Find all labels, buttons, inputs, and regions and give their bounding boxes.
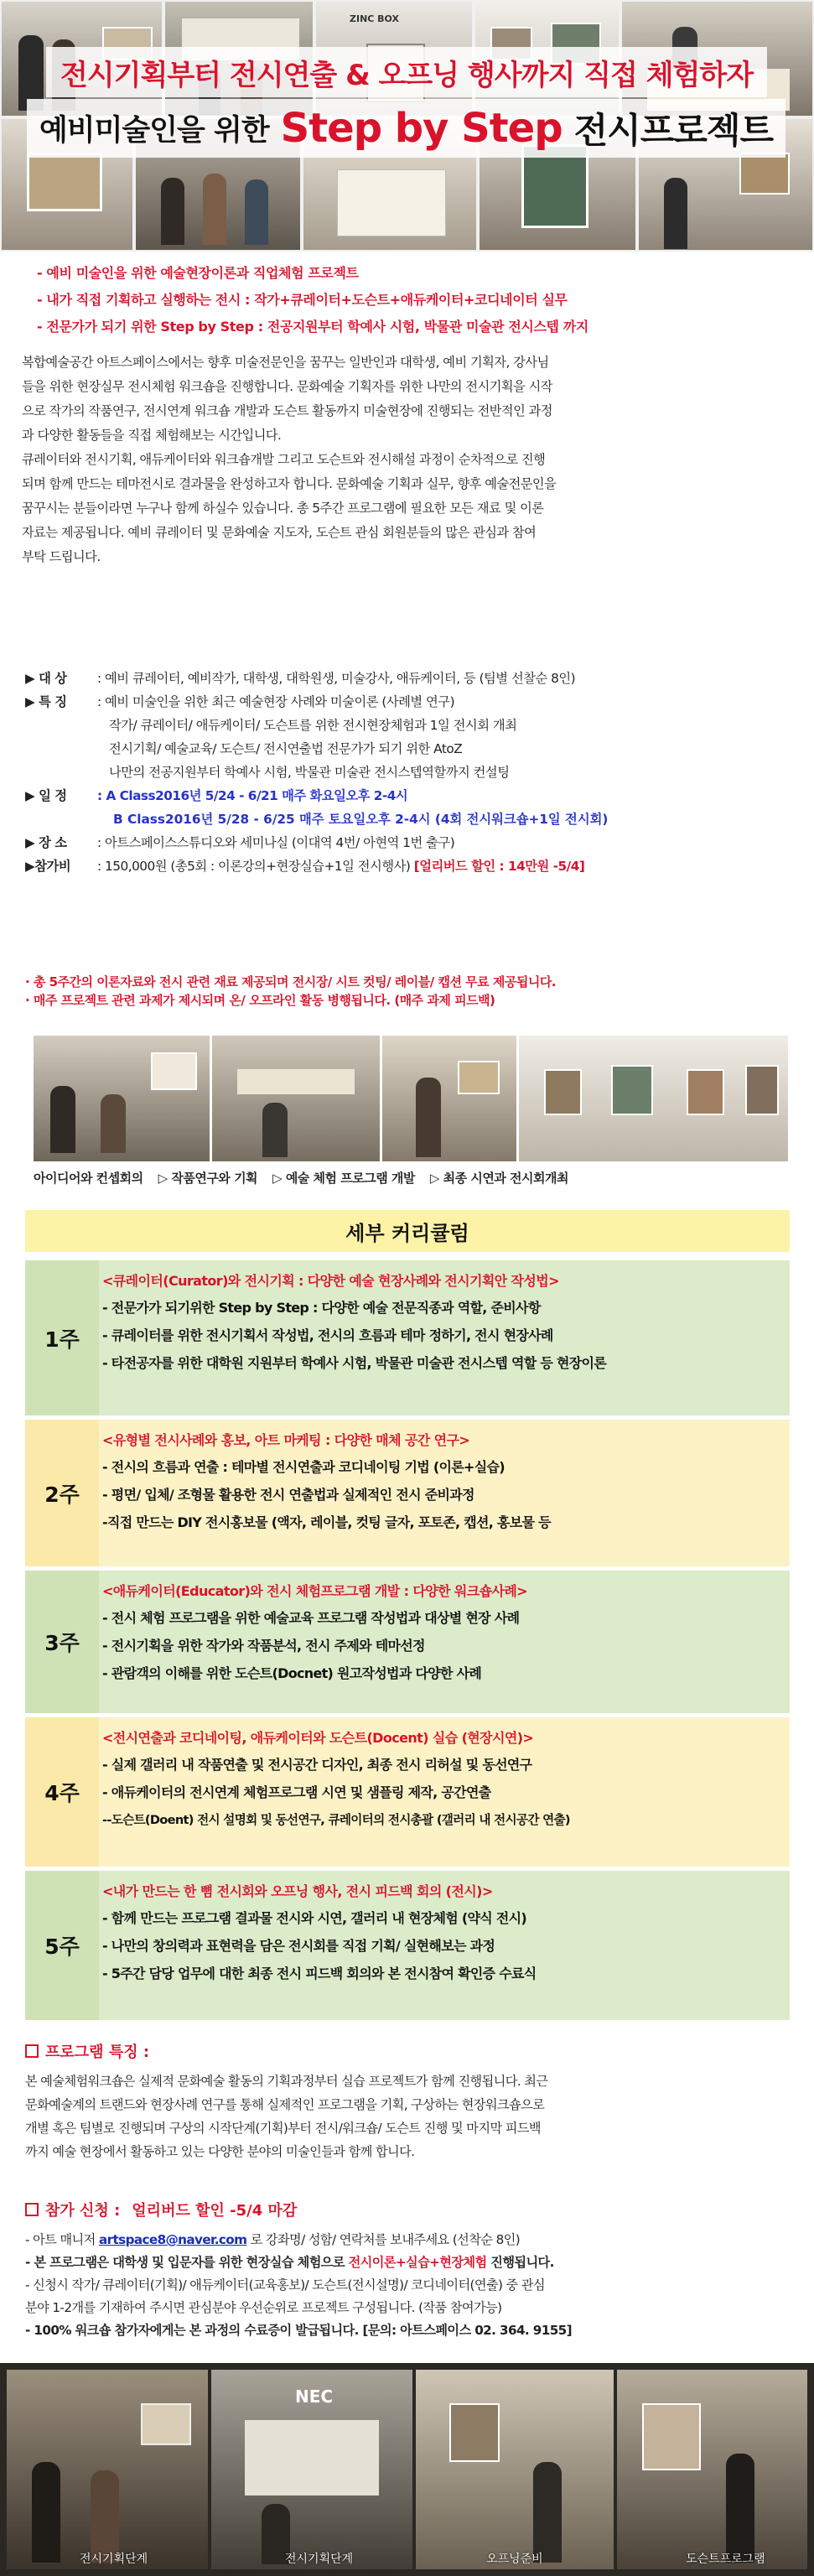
footer-caption: 도슨트프로그램 bbox=[686, 2553, 765, 2566]
info-target-value: : 예비 큐레이터, 예비작가, 대학생, 대학원생, 미술강사, 애듀케이터, 등 (팀별 선찰순 8인) bbox=[97, 671, 576, 686]
note-item: · 매주 프로젝트 관련 과제가 제시되며 온/ 오프라인 활동 병행됩니다. (매주 과제 피드백) bbox=[25, 993, 495, 1008]
info-feature-sub: 작가/ 큐레이터/ 애듀케이터/ 도슨트를 위한 전시현장체험과 1일 전시회 개최 bbox=[109, 718, 517, 733]
info-place-label: ▶ 장 소 bbox=[25, 835, 67, 850]
header-title-line2 bbox=[27, 99, 785, 158]
intro-line: 자료는 제공됩니다. 예비 큐레이터 및 문화예술 지도자, 도슨트 관심 회원분들의 많은 관심과 참여 bbox=[22, 525, 537, 540]
week-item: - 나만의 창의력과 표현력을 담은 전시회를 직접 기획/ 실현해보는 과정 bbox=[102, 1938, 495, 1954]
info-feature-sub: 나만의 전공지원부터 학예사 시험, 박물관 미술관 전시스텝역할까지 컨설팅 bbox=[109, 765, 510, 780]
apply-list bbox=[25, 2229, 801, 2342]
week-item: - 함께 만드는 프로그램 결과물 전시와 시연, 갤러리 내 현장체험 (약식 전시) bbox=[102, 1910, 527, 1926]
week-item: - 평면/ 입체/ 조형물 활용한 전시 연출법과 실제적인 전시 준비과정 bbox=[102, 1487, 474, 1503]
week-item: - 관람객의 이해를 위한 도슨트(Docnet) 원고작성법과 다양한 사례 bbox=[102, 1665, 482, 1681]
week-item: - 애듀케이터의 전시연계 체험프로그램 시연 및 샘플링 제작, 공간연출 bbox=[102, 1784, 491, 1800]
info-fee-discount: [얼리버드 할인 : 14만원 -5/4] bbox=[413, 859, 585, 874]
features-line: 문화예술계의 트랜드와 현장사례 연구를 통해 실제적인 프로그램을 기획, 구상하는 현장워크숍으로 bbox=[25, 2097, 545, 2112]
apply-line1-a: - 아트 매니저 bbox=[25, 2232, 96, 2247]
apply-line2-b: 전시이론+실습+현장체험 bbox=[348, 2255, 487, 2270]
wall-label: ZINC BOX bbox=[350, 13, 400, 24]
header-photo-collage bbox=[0, 0, 814, 252]
week-item: - 5주간 담당 업무에 대한 최종 전시 피드백 회의와 본 전시참여 확인증 수료식 bbox=[102, 1966, 537, 1981]
curriculum-week-4 bbox=[25, 1717, 790, 1867]
checkbox-icon bbox=[25, 2203, 39, 2216]
strip-photo-program bbox=[382, 1036, 516, 1161]
info-schedule bbox=[25, 784, 796, 808]
info-feature bbox=[25, 690, 796, 714]
week-item: - 타전공자를 위한 대학원 지원부터 학예사 시험, 박물관 미술관 전시스텝 역할 등 현장이론 bbox=[102, 1355, 606, 1371]
email-link[interactable]: artspace8@naver.com bbox=[98, 2232, 247, 2247]
highlight-item: - 내가 직접 기획하고 실행하는 전시 : 작가+큐레이터+도슨트+애듀케이터+코디네이터 실무 bbox=[37, 292, 568, 308]
week-item: -직접 만드는 DIY 전시홍보물 (액자, 레이블, 컷팅 글자, 포토존, 캡션, 홍보물 등 bbox=[102, 1514, 551, 1530]
intro-line: 꿈꾸시는 분들이라면 누구나 함께 하실수 있습니다. 총 5주간 프로그램에 필요한 모든 재료 및 이론 bbox=[22, 501, 544, 516]
info-feature-label: ▶ 특 징 bbox=[25, 694, 67, 709]
info-schedule-label: ▶ 일 정 bbox=[25, 788, 67, 803]
intro-line: 되며 함께 만드는 테마전시로 결과물을 완성하고자 합니다. 문화예술 기획과 실무, 향후 예술전문인을 bbox=[22, 476, 557, 491]
week-title: <전시연출과 코디네이팅, 애듀케이터와 도슨트(Docent) 실습 (현장시연)> bbox=[102, 1730, 534, 1746]
apply-item bbox=[25, 2229, 801, 2251]
apply-item bbox=[25, 2251, 801, 2274]
apply-item: 분야 1-2개를 기재하여 주시면 관심분야 우선순위로 프로젝트 구성됩니다. (작품 참여가능) bbox=[25, 2300, 502, 2315]
week-label: 1주 bbox=[25, 1260, 99, 1415]
intro-line: 으로 작가의 작품연구, 전시연계 워크숍 개발과 도슨트 활동까지 미술현장에 진행되는 전반적인 과정 bbox=[22, 403, 552, 418]
info-feature-sub: 전시기획/ 예술교육/ 도슨트/ 전시연출법 전문가가 되기 위한 AtoZ bbox=[109, 741, 463, 756]
week-title: <큐레이터(Curator)와 전시기획 : 다양한 예술 현장사례와 전시기획안 작성법> bbox=[102, 1273, 559, 1289]
highlight-item: - 전문가가 되기 위한 Step by Step : 전공지원부터 학예사 시험, 박물관 미술관 전시스텝 까지 bbox=[37, 319, 588, 335]
checkbox-icon bbox=[25, 2044, 39, 2058]
week-item: --도슨트(Doent) 전시 설명회 및 동선연구, 큐레이터의 전시총괄 (갤러리 내 전시공간 연출) bbox=[102, 1813, 570, 1827]
process-photo-strip bbox=[34, 1036, 788, 1161]
footer-photo-opening bbox=[416, 2370, 614, 2569]
apply-heading-text: 참가 신청 : bbox=[45, 2202, 121, 2220]
info-fee-label: ▶참가비 bbox=[25, 859, 71, 874]
footer-caption: 전시기획단계 bbox=[285, 2553, 354, 2566]
header-title-suffix: 전시프로젝트 bbox=[573, 110, 774, 151]
features-line: 개별 혹은 팀별로 진행되며 구상의 시작단계(기획)부터 전시/워크숍/ 도슨트 진행 및 마지막 피드백 bbox=[25, 2121, 541, 2136]
strip-caption: 아이디어와 컨셉회의 bbox=[34, 1171, 143, 1186]
strip-caption: ▷ 최종 시연과 전시회개최 bbox=[429, 1171, 568, 1186]
week-title: <유형별 전시사례와 홍보, 아트 마케팅 : 다양한 매체 공간 연구> bbox=[102, 1432, 470, 1448]
week-item: - 큐레이터를 위한 전시기획서 작성법, 전시의 흐름과 테마 정하기, 전시 현장사례 bbox=[102, 1327, 553, 1343]
curriculum-week-5 bbox=[25, 1871, 790, 2020]
info-place-value: : 아트스페이스스튜디오와 세미나실 (이대역 4번/ 아현역 1번 출구) bbox=[97, 835, 455, 850]
apply-early-bird: 얼리버드 할인 -5/4 마감 bbox=[132, 2202, 298, 2220]
week-label: 5주 bbox=[25, 1871, 99, 2020]
intro-line: 들을 위한 현장실무 전시체험 워크숍을 진행합니다. 문화예술 기획자를 위한 나만의 전시기획을 시작 bbox=[22, 379, 552, 394]
info-fee-value: : 150,000원 (총5회 : 이론강의+현장실습+1일 전시행사) bbox=[97, 859, 411, 874]
highlight-item: - 예비 미술인을 위한 예술현장이론과 직업체험 프로젝트 bbox=[37, 265, 359, 281]
footer-photo-strip bbox=[0, 2363, 814, 2576]
info-fee bbox=[25, 854, 796, 878]
week-label: 2주 bbox=[25, 1420, 99, 1566]
footer-caption: 오프닝준비 bbox=[486, 2553, 543, 2566]
info-schedule-b: B Class2016년 5/28 - 6/25 매주 토요일오후 2-4시 (4회 전시워크숍+1일 전시회) bbox=[113, 812, 609, 827]
info-place bbox=[25, 831, 796, 854]
notes-list bbox=[25, 973, 796, 1010]
week-item: - 전문가가 되기위한 Step by Step : 다양한 예술 전문직종과 역할, 준비사항 bbox=[102, 1300, 541, 1316]
note-item: · 총 5주간의 이론자료와 전시 관련 재료 제공되며 전시장/ 시트 컷팅/ 레이블/ 캡션 무료 제공됩니다. bbox=[25, 974, 557, 989]
week-title: <내가 만드는 한 뼘 전시회와 오프닝 행사, 전시 피드백 회의 (전시)> bbox=[102, 1883, 493, 1899]
strip-caption: ▷ 작품연구와 기획 bbox=[158, 1171, 258, 1186]
apply-line2-a: - 본 프로그램은 대학생 및 입문자를 위한 현장실습 체험으로 bbox=[25, 2255, 349, 2270]
week-item: - 전시의 흐름과 연출 : 테마별 전시연출과 코디네이팅 기법 (이론+실습) bbox=[102, 1459, 505, 1475]
apply-item: - 신청시 작가/ 큐레이터(기획)/ 애듀케이터(교육홍보)/ 도슨트(전시설명)/ 코디네이터(연출) 중 관심 bbox=[25, 2277, 546, 2293]
curriculum-week-1 bbox=[25, 1260, 790, 1415]
strip-captions bbox=[34, 1169, 805, 1187]
header-title-prefix: 예비미술인을 위한 bbox=[39, 114, 269, 148]
intro-line: 부탁 드립니다. bbox=[22, 549, 101, 564]
curriculum-week-2 bbox=[25, 1420, 790, 1566]
footer-photo-docent bbox=[617, 2370, 807, 2569]
strip-photo-study bbox=[212, 1036, 380, 1161]
features-heading-text: 프로그램 특징 : bbox=[45, 2044, 150, 2061]
apply-heading bbox=[25, 2199, 297, 2220]
strip-photo-gallery bbox=[519, 1036, 788, 1161]
highlight-list bbox=[37, 260, 791, 340]
strip-photo-meeting bbox=[34, 1036, 210, 1161]
footer-photo-planning bbox=[7, 2370, 208, 2569]
week-item: - 실제 갤러리 내 작품연출 및 전시공간 디자인, 최종 전시 리허설 및 동선연구 bbox=[102, 1757, 532, 1773]
intro-line: 과 다양한 활동들을 직접 체험해보는 시간입니다. bbox=[22, 428, 282, 443]
program-info bbox=[25, 667, 796, 878]
info-target bbox=[25, 667, 796, 690]
week-item: - 전시기획을 위한 작가와 작품분석, 전시 주제와 테마선정 bbox=[102, 1638, 425, 1654]
week-label: 4주 bbox=[25, 1717, 99, 1867]
apply-item: - 100% 워크숍 참가자에게는 본 과정의 수료증이 발급됩니다. [문의: 아트스페이스 02. 364. 9155] bbox=[25, 2323, 572, 2338]
intro-paragraph bbox=[22, 351, 793, 569]
info-target-label: ▶ 대 상 bbox=[25, 671, 67, 686]
header-title-highlight: Step by Step bbox=[280, 105, 563, 152]
apply-line1-b: 로 강좌명/ 성함/ 연락처를 보내주세요 (선착순 8인) bbox=[246, 2232, 521, 2247]
week-title: <애듀케이터(Educator)와 전시 체험프로그램 개발 : 다양한 워크숍사례> bbox=[102, 1583, 527, 1599]
features-line: 까지 예술 현장에서 활동하고 있는 다양한 분야의 미술인들과 함께 합니다. bbox=[25, 2144, 415, 2159]
curriculum-heading: 세부 커리큘럼 bbox=[25, 1210, 790, 1252]
features-line: 본 예술체험워크숍은 실제적 문화예술 활동의 기획과정부터 실습 프로젝트가 함께 진행됩니다. 최근 bbox=[25, 2074, 548, 2089]
footer-caption: 전시기획단계 bbox=[80, 2553, 148, 2566]
info-feature-value: : 예비 미술인을 위한 최근 예술현장 사례와 미술이론 (사례별 연구) bbox=[97, 694, 455, 709]
intro-line: 큐레이터와 전시기획, 애듀케이터와 워크숍개발 그리고 도슨트와 전시해설 과정이 순차적으로 진행 bbox=[22, 452, 546, 467]
projector-label: NEC bbox=[295, 2386, 334, 2407]
info-schedule-a: : A Class2016년 5/24 - 6/21 매주 화요일오후 2-4시 bbox=[97, 788, 408, 803]
features-heading bbox=[25, 2040, 149, 2062]
apply-line2-c: 진행됩니다. bbox=[486, 2255, 554, 2270]
footer-photo-presentation bbox=[211, 2370, 412, 2569]
week-item: - 전시 체험 프로그램을 위한 예술교육 프로그램 작성법과 대상별 현장 사례 bbox=[102, 1610, 520, 1626]
curriculum-week-3 bbox=[25, 1571, 790, 1713]
header-title-line1: 전시기획부터 전시연출 & 오프닝 행사까지 직접 체험하자 bbox=[46, 47, 767, 97]
features-text bbox=[25, 2070, 792, 2163]
week-label: 3주 bbox=[25, 1571, 99, 1713]
intro-line: 복합예술공간 아트스페이스에서는 향후 미술전문인을 꿈꾸는 일반인과 대학생, 예비 기획자, 강사님 bbox=[22, 355, 549, 370]
strip-caption: ▷ 예술 체험 프로그램 개발 bbox=[272, 1171, 415, 1186]
